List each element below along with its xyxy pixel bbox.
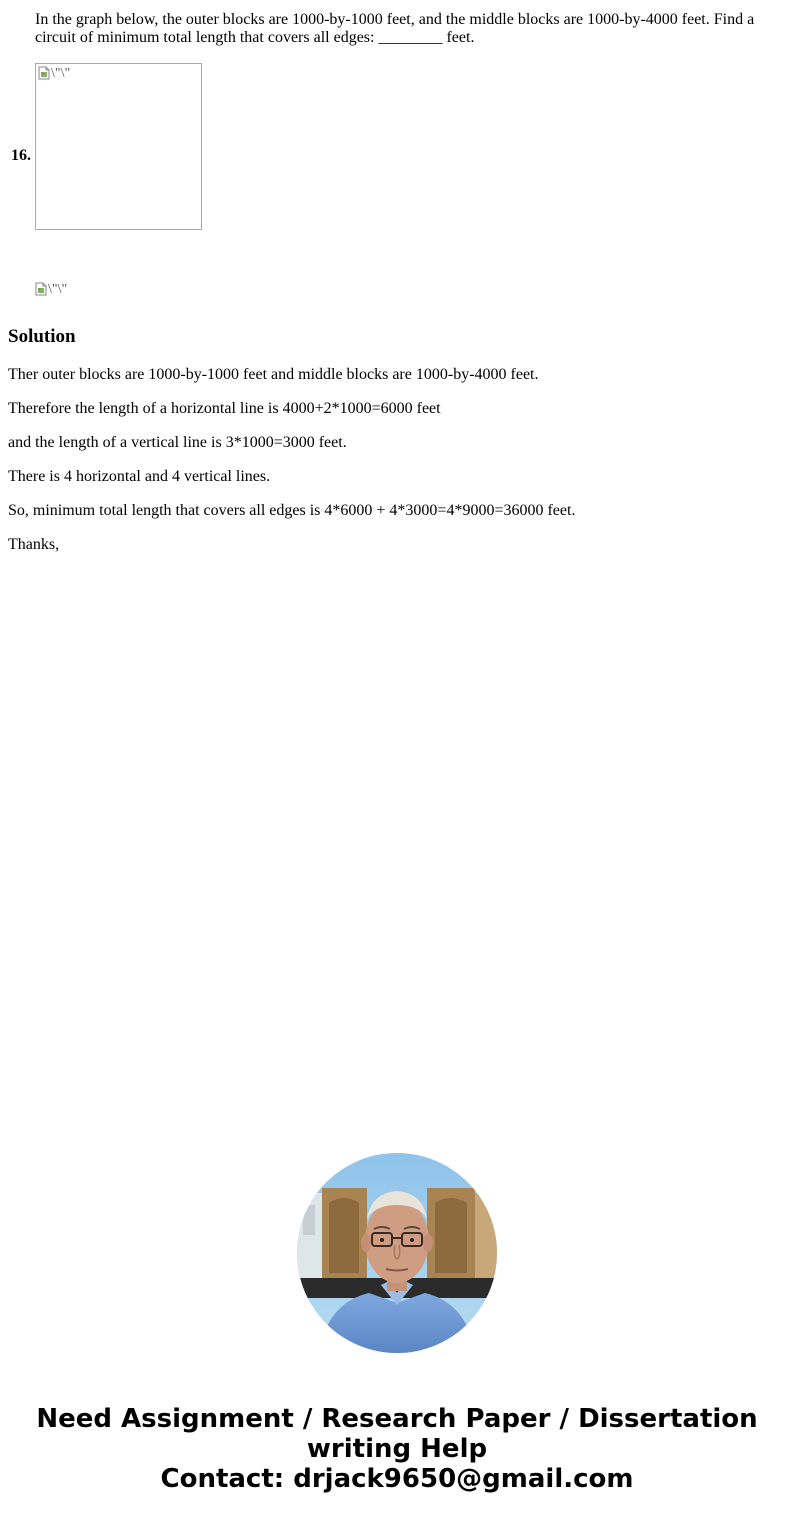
solution-line: Ther outer blocks are 1000-by-1000 feet and middle blocks are 1000-by-4000 feet.: [8, 366, 539, 383]
promo-contact: Contact: drjack9650@gmail.com: [160, 1464, 634, 1494]
broken-image-icon: [38, 66, 50, 80]
question-graph-image: [35, 63, 202, 230]
solution-heading: Solution: [8, 326, 76, 347]
avatar-photo: [297, 1153, 497, 1353]
broken-image-icon: [35, 282, 47, 296]
image-alt-text: \"\": [51, 66, 71, 81]
solution-line: There is 4 horizontal and 4 vertical lines.: [8, 468, 271, 485]
promo-line: writing Help: [306, 1434, 488, 1464]
question-answer-image: [35, 282, 67, 300]
question-text: In the graph below, the outer blocks are 1000-by-1000 feet, and the middle blocks are 1000-by-4000 feet. Find a circuit of minimum total length that covers all edges: ________ feet.: [35, 11, 755, 46]
promo-banner: [0, 1404, 794, 1494]
solution-line: Thanks,: [8, 536, 60, 553]
promo-line: Need Assignment / Research Paper / Dissertation: [36, 1404, 758, 1434]
question-number: 16.: [11, 147, 31, 164]
solution-line: and the length of a vertical line is 3*1000=3000 feet.: [8, 434, 347, 451]
solution-line: Therefore the length of a horizontal line is 4000+2*1000=6000 feet: [8, 400, 441, 417]
solution-line: So, minimum total length that covers all edges is 4*6000 + 4*3000=4*9000=36000 feet.: [8, 502, 576, 519]
image-alt-text: \"\": [48, 282, 68, 297]
avatar: [297, 1153, 497, 1353]
